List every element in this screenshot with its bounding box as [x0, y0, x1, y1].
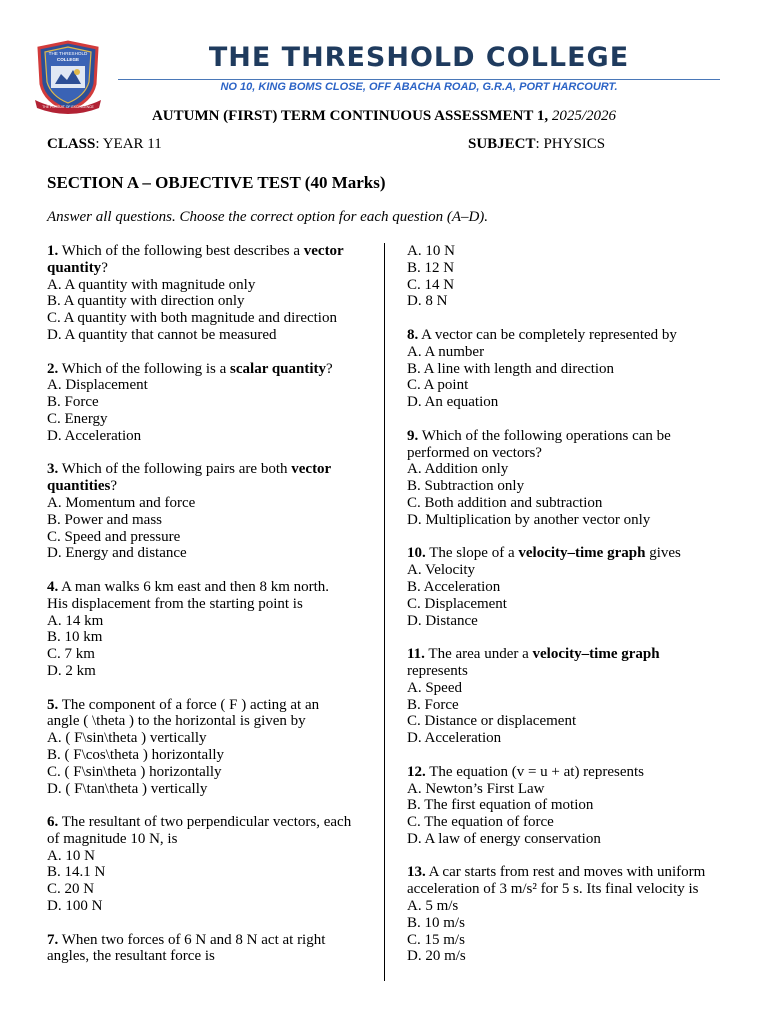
answer-option: A. 5 m/s — [407, 898, 459, 915]
answer-option: C. ( F\sin\theta ) horizontally — [47, 763, 222, 780]
answer-option: D. 2 km — [47, 662, 96, 679]
answer-option: C. The equation of force — [407, 814, 554, 831]
question-text: gives — [645, 545, 681, 562]
answer-option: B. Force — [407, 696, 459, 713]
answer-option: B. A quantity with direction only — [47, 293, 245, 310]
question-stem-line — [47, 260, 372, 277]
answer-option: B. 10 km — [47, 629, 103, 646]
question-text: of magnitude 10 N, is — [47, 830, 178, 847]
logo-text-top: THE THRESHOLD — [48, 51, 88, 56]
answer-option: B. Power and mass — [47, 511, 162, 528]
subject-value: : PHYSICS — [535, 136, 606, 152]
question-text: ? — [110, 478, 118, 495]
answer-option: D. Acceleration — [407, 730, 502, 747]
question-text: angle ( \theta ) to the horizontal is given by — [47, 713, 306, 730]
question-options-continued — [407, 243, 732, 310]
question-block — [407, 428, 732, 529]
answer-option: A. A quantity with magnitude only — [47, 276, 256, 293]
logo-motto: THE PURSUIT OF EXCELLENCE — [42, 105, 94, 109]
question-block — [47, 243, 372, 344]
answer-option: A. 10 N — [407, 243, 455, 259]
answer-option: C. 20 N — [47, 881, 95, 898]
answer-option: C. Both addition and subtraction — [407, 494, 603, 511]
question-text: The component of a force ( F ) acting at an — [58, 696, 320, 713]
question-text: Which of the following is a — [58, 360, 231, 377]
question-text: acceleration of 3 m/s² for 5 s. Its final velocity is — [407, 881, 699, 898]
question-block — [47, 361, 372, 445]
exam-title — [0, 108, 768, 125]
question-text: ? — [101, 259, 108, 276]
question-stem-line — [407, 445, 732, 462]
question-stem-line — [47, 596, 372, 613]
question-stem-line — [47, 932, 372, 949]
college-name: THE THRESHOLD COLLEGE — [208, 42, 630, 73]
exam-session: 2025/2026 — [551, 108, 617, 124]
answer-option: B. Subtraction only — [407, 478, 525, 495]
answer-option: B. The first equation of motion — [407, 797, 594, 814]
answer-option: C. Energy — [47, 410, 108, 427]
answer-option: B. ( F\cos\theta ) horizontally — [47, 746, 225, 763]
question-number: 10. — [407, 545, 426, 562]
question-text: A car starts from rest and moves with uniform — [425, 864, 706, 881]
question-text: When two forces of 6 N and 8 N act at right — [58, 931, 326, 948]
answer-option: C. Distance or displacement — [407, 713, 577, 730]
question-keyword: vector — [303, 243, 344, 259]
exam-title-text: AUTUMN (FIRST) TERM CONTINUOUS ASSESSMENT 1, — [151, 108, 549, 124]
question-stem-line — [47, 814, 372, 831]
question-block — [47, 461, 372, 562]
college-crest-logo — [33, 40, 103, 116]
instructions: Answer all questions. Choose the correct option for each question (A–D). — [47, 209, 489, 225]
question-stem-line — [47, 243, 372, 260]
question-text: A vector can be completely represented by — [418, 326, 677, 343]
questions-right-column — [407, 243, 732, 982]
answer-option: C. 15 m/s — [407, 931, 465, 948]
question-stem-line — [407, 864, 732, 881]
question-block — [47, 697, 372, 798]
column-divider — [384, 243, 385, 981]
question-number: 7. — [47, 931, 59, 948]
question-stem-line — [47, 478, 372, 495]
question-stem-line — [407, 545, 732, 562]
answer-option: D. 8 N — [407, 293, 448, 310]
answer-option: D. 100 N — [47, 898, 103, 915]
question-text: Which of the following best describes a — [58, 243, 304, 259]
answer-option: A. Newton’s First Law — [407, 780, 545, 797]
question-number: 9. — [407, 427, 419, 444]
question-stem-line — [407, 646, 732, 663]
answer-option: A. Addition only — [407, 461, 509, 478]
question-stem-line — [47, 697, 372, 714]
question-number: 11. — [407, 646, 425, 663]
question-stem-line — [47, 831, 372, 848]
answer-option: D. An equation — [407, 394, 499, 411]
question-text: The slope of a — [425, 545, 519, 562]
logo-text-mid: COLLEGE — [56, 57, 80, 62]
answer-option: A. A number — [407, 343, 485, 360]
question-stem-line — [47, 361, 372, 378]
question-number: 6. — [47, 814, 59, 831]
answer-option: D. A quantity that cannot be measured — [47, 326, 277, 343]
answer-option: C. A point — [407, 377, 469, 394]
question-stem-line — [47, 461, 372, 478]
question-text: angles, the resultant force is — [47, 948, 215, 965]
question-keyword: quantity — [47, 259, 102, 276]
question-block — [47, 579, 372, 680]
header-rule — [118, 79, 720, 80]
answer-option: A. 10 N — [47, 847, 95, 864]
question-number: 1. — [47, 243, 59, 259]
answer-option: D. Distance — [407, 612, 478, 629]
question-text: The resultant of two perpendicular vectors, each — [58, 814, 352, 831]
question-number: 5. — [47, 696, 59, 713]
section-heading: SECTION A – OBJECTIVE TEST (40 Marks) — [47, 173, 386, 192]
answer-option: C. 7 km — [47, 646, 95, 663]
answer-option: B. 12 N — [407, 259, 455, 276]
question-stem-line — [407, 663, 732, 680]
question-text: Which of the following operations can be — [418, 427, 671, 444]
answer-option: A. Displacement — [47, 377, 148, 394]
question-block — [47, 932, 372, 966]
class-line — [47, 136, 162, 153]
question-block — [407, 646, 732, 747]
question-keyword: scalar quantity — [230, 360, 327, 377]
question-number: 13. — [407, 864, 426, 881]
question-block — [47, 814, 372, 915]
question-keyword: velocity–time graph — [518, 545, 646, 562]
answer-option: B. Acceleration — [407, 578, 501, 595]
answer-option: B. 10 m/s — [407, 914, 465, 931]
question-number: 2. — [47, 360, 59, 377]
answer-option: A. Speed — [407, 679, 462, 696]
answer-option: D. ( F\tan\theta ) vertically — [47, 780, 208, 797]
question-text: A man walks 6 km east and then 8 km north. — [58, 578, 330, 595]
answer-option: D. Multiplication by another vector only — [407, 511, 651, 528]
question-text: The equation (v = u + at) represents — [425, 763, 644, 780]
question-text: ? — [326, 360, 333, 377]
question-stem-line — [407, 327, 732, 344]
question-number: 4. — [47, 578, 59, 595]
question-number: 3. — [47, 461, 59, 478]
question-text: The area under a — [424, 646, 533, 663]
answer-option: D. 20 m/s — [407, 948, 466, 965]
answer-option: A. Velocity — [407, 562, 476, 579]
questions-left-column — [47, 243, 372, 965]
question-stem-line — [47, 579, 372, 596]
answer-option: D. Acceleration — [47, 427, 142, 444]
question-text: represents — [407, 662, 468, 679]
college-address: NO 10, KING BOMS CLOSE, OFF ABACHA ROAD, G.R.A, PORT HARCOURT. — [220, 81, 618, 93]
class-label: CLASS — [47, 136, 96, 152]
question-stem-line — [407, 764, 732, 781]
subject-label: SUBJECT — [468, 136, 536, 152]
question-block — [407, 764, 732, 848]
question-number: 8. — [407, 326, 419, 343]
question-keyword: quantities — [47, 478, 111, 495]
answer-option: A. Momentum and force — [47, 494, 196, 511]
question-text: His displacement from the starting point is — [47, 595, 303, 612]
class-value: : YEAR 11 — [95, 136, 162, 152]
answer-option: C. A quantity with both magnitude and direction — [47, 310, 337, 327]
question-block — [407, 864, 732, 965]
answer-option: D. A law of energy conservation — [407, 830, 601, 847]
answer-option: B. A line with length and direction — [407, 360, 615, 377]
question-text: Which of the following pairs are both — [58, 461, 292, 478]
question-block — [407, 545, 732, 629]
answer-option: B. Force — [47, 394, 99, 411]
answer-option: A. 14 km — [47, 612, 104, 629]
question-number: 12. — [407, 763, 426, 780]
subject-line — [468, 136, 605, 153]
question-stem-line — [407, 428, 732, 445]
answer-option: A. ( F\sin\theta ) vertically — [47, 730, 207, 747]
question-stem-line — [47, 713, 372, 730]
question-text: performed on vectors? — [407, 444, 542, 461]
answer-option: C. Speed and pressure — [47, 528, 181, 545]
answer-option: D. Energy and distance — [47, 545, 187, 562]
question-block — [407, 327, 732, 411]
answer-option: B. 14.1 N — [47, 864, 106, 881]
answer-option: C. 14 N — [407, 276, 455, 293]
question-keyword: velocity–time graph — [532, 646, 660, 663]
question-keyword: vector — [291, 461, 332, 478]
answer-option: C. Displacement — [407, 595, 507, 612]
question-stem-line — [407, 881, 732, 898]
question-stem-line — [47, 948, 372, 965]
